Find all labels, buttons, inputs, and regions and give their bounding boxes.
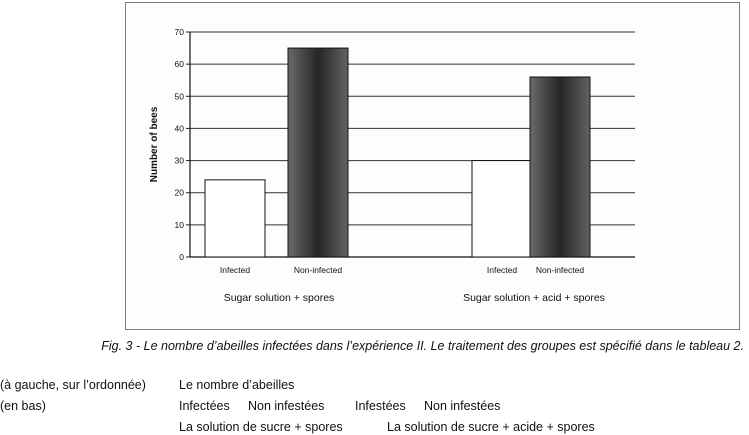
translation-bar-label-2: Non infestées: [248, 399, 325, 413]
translation-left-axis-value: Le nombre d’abeilles: [179, 378, 295, 392]
translation-group-label-1: La solution de sucre + spores: [179, 420, 343, 434]
y-tick-label: 60: [174, 59, 184, 70]
bar-1-non-infected: [288, 48, 348, 257]
y-tick-label: 0: [179, 252, 184, 262]
y-tick-label: 50: [174, 91, 184, 102]
y-axis-title: Number of bees: [149, 106, 160, 183]
translation-group-label-2: La solution de sucre + acide + spores: [387, 420, 595, 434]
figure-frame: [125, 2, 740, 330]
x-tick-label: Infected: [486, 265, 518, 275]
x-tick-label: Infected: [219, 265, 251, 275]
translation-bar-label-3: Infestées: [355, 399, 406, 413]
translation-bar-label-1: Infectées: [179, 399, 230, 413]
y-tick-label: 40: [174, 123, 184, 134]
translation-bottom-key: (en bas): [0, 399, 46, 413]
bar-1-infected: [205, 180, 265, 257]
y-tick-label: 20: [174, 187, 184, 198]
figure-caption: Fig. 3 - Le nombre d’abeilles infectées dans l’expérience II. Le traitement des groupes est spécifié dans le tableau 2.: [101, 339, 744, 353]
group-label: Sugar solution + acid + spores: [463, 292, 605, 304]
bar-chart: [126, 3, 739, 329]
bar-2-infected: [472, 161, 532, 257]
translation-bar-label-4: Non infestées: [424, 399, 501, 413]
group-label: Sugar solution + spores: [223, 292, 335, 304]
y-tick-label: 10: [174, 219, 184, 230]
translation-left-axis-key: (à gauche, sur l’ordonnée): [0, 378, 146, 392]
x-tick-label: Non-infected: [535, 265, 585, 275]
y-tick-label: 70: [174, 27, 184, 37]
y-tick-label: 30: [174, 155, 184, 166]
bar-2-non-infected: [530, 77, 590, 257]
x-tick-label: Non-infected: [293, 265, 343, 275]
